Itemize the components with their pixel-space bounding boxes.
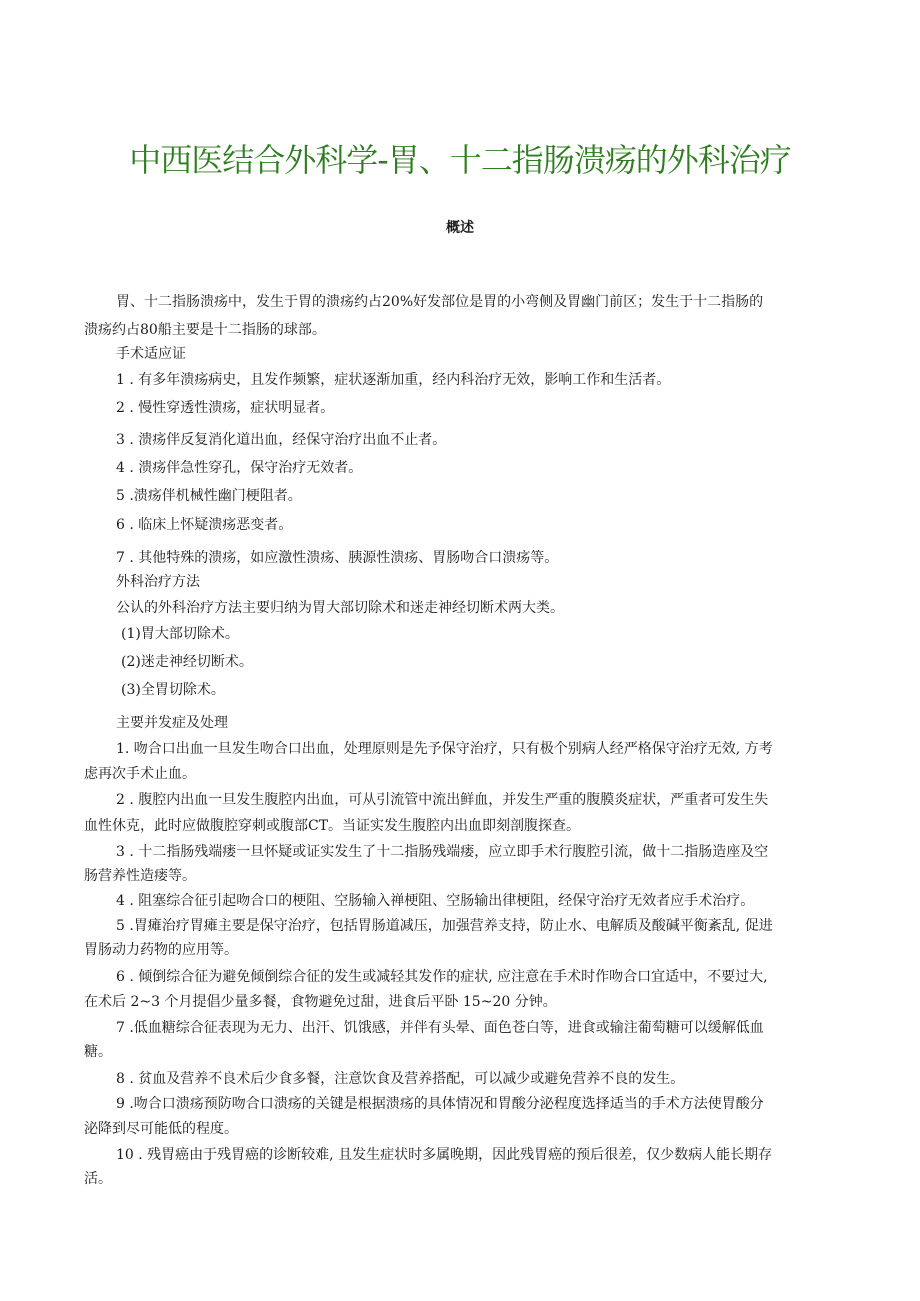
complication-line: 活。 bbox=[84, 1171, 112, 1187]
complication-line: 肠营养性造瘘等。 bbox=[84, 868, 196, 884]
indication-item: 7 . 其他特殊的溃疡，如应激性溃疡、胰源性溃疡、胃肠吻合口溃疡等。 bbox=[116, 550, 559, 566]
complication-line: 4 . 阻塞综合征引起吻合口的梗阻、空肠输入禅梗阻、空肠输出律梗阻，经保守治疗无效者应手术治疗。 bbox=[116, 893, 755, 909]
complication-line: 3 . 十二指肠残端瘘一旦怀疑或证实发生了十二指肠残端瘘，应立即手术行腹腔引流，做十二指肠造座及空 bbox=[116, 844, 769, 860]
intro-line: 溃疡约占80船主要是十二指肠的球部。 bbox=[84, 322, 326, 338]
complication-line: 胃肠动力药物的应用等。 bbox=[84, 942, 238, 958]
indication-item: 3 . 溃疡伴反复消化道出血，经保守治疗出血不止者。 bbox=[116, 432, 447, 448]
indication-item: 5 .溃疡伴机械性幽门梗阻者。 bbox=[116, 488, 302, 504]
indications-heading: 手术适应证 bbox=[116, 346, 186, 362]
complication-line: 6 . 倾倒综合征为避免倾倒综合征的发生或减轻其发作的症状, 应注意在手术时作吻合口宜适中，不要过大, bbox=[116, 969, 768, 985]
complication-line: 血性休克，此时应做腹腔穿刺或腹部CT。当证实发生腹腔内出血即刻剖腹探查。 bbox=[84, 818, 581, 834]
section-heading-overview: 概述 bbox=[446, 220, 474, 236]
complication-line: 5 .胃瘫治疗胃瘫主要是保守治疗，包括胃肠道减压，加强营养支持，防止水、电解质及酸碱平衡紊乱, 促进 bbox=[116, 918, 773, 934]
indication-item: 1 . 有多年溃疡病史，且发作频繁，症状逐渐加重，经内科治疗无效，影响工作和生活者。 bbox=[116, 372, 671, 388]
complications-heading: 主要并发症及处理 bbox=[116, 715, 228, 731]
method-item: (2)迷走神经切断术。 bbox=[121, 654, 253, 670]
method-item: (3)全胃切除术。 bbox=[121, 682, 225, 698]
complication-line: 8 . 贫血及营养不良术后少食多餐，注意饮食及营养搭配，可以减少或避免营养不良的发生。 bbox=[116, 1071, 685, 1087]
complication-line: 10 . 残胃癌由于残胃癌的诊断较难, 且发生症状时多属晚期，因此残胃癌的预后很差，仅少数病人能长期存 bbox=[116, 1147, 773, 1163]
methods-heading: 外科治疗方法 bbox=[116, 574, 200, 590]
intro-line: 胃、十二指肠溃疡中，发生于胃的溃疡约占20%好发部位是胃的小弯侧及胃幽门前区；发生于十二指肠的 bbox=[116, 294, 764, 310]
complication-line: 虑再次手术止血。 bbox=[84, 766, 196, 782]
complication-line: 在术后 2~3 个月提倡少量多餐，食物避免过甜，进食后平卧 15~20 分钟。 bbox=[84, 994, 557, 1010]
method-item: (1)胃大部切除术。 bbox=[121, 626, 239, 642]
indication-item: 2 . 慢性穿透性溃疡，症状明显者。 bbox=[116, 400, 335, 416]
methods-desc: 公认的外科治疗方法主要归纳为胃大部切除术和迷走神经切断术两大类。 bbox=[116, 600, 564, 616]
complication-line: 7 .低血糖综合征表现为无力、出汗、饥饿感，并伴有头晕、面色苍白等，进食或输注葡萄糖可以缓解低血 bbox=[116, 1020, 764, 1036]
complication-line: 泌降到尽可能低的程度。 bbox=[84, 1121, 238, 1137]
complication-line: 1. 吻合口出血一旦发生吻合口出血，处理原则是先予保守治疗，只有极个别病人经严格保守治疗无效, 方考 bbox=[116, 741, 773, 757]
indication-item: 6 . 临床上怀疑溃疡恶变者。 bbox=[116, 517, 293, 533]
indication-item: 4 . 溃疡伴急性穿孔，保守治疗无效者。 bbox=[116, 460, 363, 476]
complication-line: 9 .吻合口溃疡预防吻合口溃疡的关键是根据溃疡的具体情况和胃酸分泌程度选择适当的手术方法使胃酸分 bbox=[116, 1096, 764, 1112]
complication-line: 糖。 bbox=[84, 1044, 112, 1060]
page-title: 中西医结合外科学-胃、十二指肠溃疡的外科治疗 bbox=[129, 141, 791, 179]
complication-line: 2 . 腹腔内出血一旦发生腹腔内出血，可从引流管中流出鲜血，并发生严重的腹膜炎症状，严重者可发生失 bbox=[116, 792, 769, 808]
